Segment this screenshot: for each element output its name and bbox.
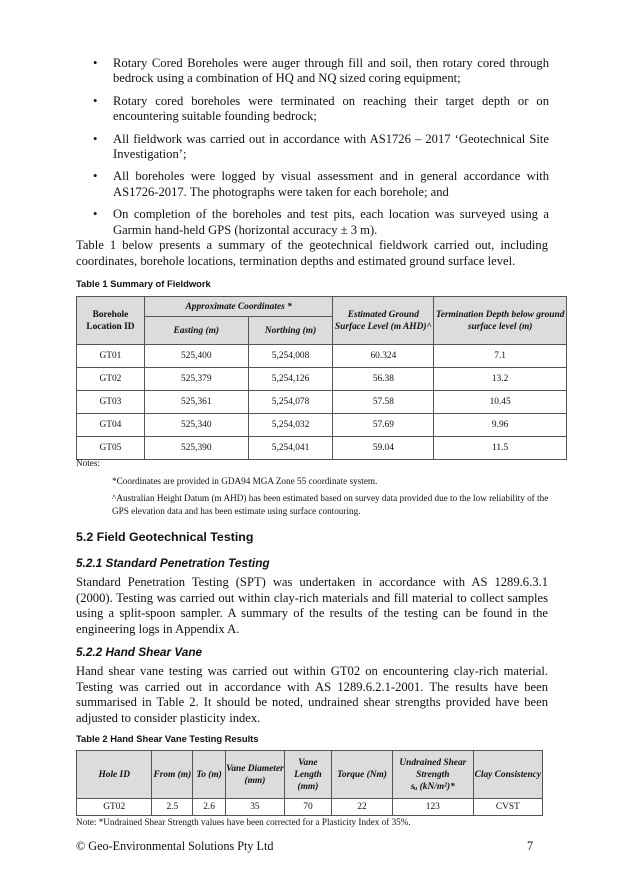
header-ground-level: Estimated Ground Surface Level (m AHD)^ [333, 297, 434, 345]
cell-easting: 525,390 [144, 437, 248, 460]
cell-northing: 5,254,008 [248, 345, 333, 368]
cell-northing: 5,254,032 [248, 414, 333, 437]
cell-consistency: CVST [473, 799, 542, 816]
bullet-dot: • [93, 131, 98, 146]
list-item: • Rotary cored boreholes were terminated on reaching their target depth or on encountering suitable founding bedrock; [93, 93, 549, 124]
cell-northing: 5,254,041 [248, 437, 333, 460]
bullet-dot: • [93, 56, 98, 70]
cell-northing: 5,254,126 [248, 368, 333, 391]
cell-diameter: 35 [225, 799, 284, 816]
spt-paragraph: Standard Penetration Testing (SPT) was undertaken in accordance with AS 1289.6.3.1 (2000). Testing was carried out within clay-rich materials and fill material to collect samples using a split-spoon sampler. A summary of the results of the testing can be found in the engineering logs in Appendix A. [76, 575, 548, 636]
cell-id: GT01 [77, 345, 145, 368]
header-torque: Torque (Nm) [331, 751, 392, 799]
header-strength: Undrained Shear Strength sᵤ (kN/m²)* [393, 751, 474, 799]
header-to: To (m) [193, 751, 226, 799]
cell-strength: 123 [393, 799, 474, 816]
cell-depth: 11.5 [434, 437, 567, 460]
cell-depth: 9.96 [434, 414, 567, 437]
header-diameter: Vane Diameter (mm) [225, 751, 284, 799]
table1-caption: Table 1 Summary of Fieldwork [76, 278, 211, 289]
cell-length: 70 [285, 799, 332, 816]
cell-level: 59.04 [333, 437, 434, 460]
cell-easting: 525,361 [144, 391, 248, 414]
header-length: Vane Length (mm) [285, 751, 332, 799]
footer-company: © Geo-Environmental Solutions Pty Ltd [76, 839, 274, 853]
header-hole: Hole ID [77, 751, 152, 799]
header-from: From (m) [152, 751, 193, 799]
section-heading-5-2-2: 5.2.2 Hand Shear Vane [76, 645, 203, 659]
shear-vane-table [76, 750, 543, 816]
cell-torque: 22 [331, 799, 392, 816]
cell-id: GT03 [77, 391, 145, 414]
table-row [77, 437, 567, 460]
note-coordinates: *Coordinates are provided in GDA94 MGA Zone 55 coordinate system. [112, 476, 378, 486]
cell-level: 60.324 [333, 345, 434, 368]
section-heading-5-2: 5.2 Field Geotechnical Testing [76, 530, 254, 544]
header-consistency: Clay Consistency [473, 751, 542, 799]
table-row [77, 799, 543, 816]
note-ahd: ^Australian Height Datum (m AHD) has been estimated based on survey data provided due to the low reliability of the GPS elevation data and has been estimate using surface contouring. [112, 493, 549, 516]
bullet-dot: • [93, 207, 98, 222]
header-term-depth: Termination Depth below ground surface level (m) [434, 297, 567, 345]
list-item: • All fieldwork was carried out in accordance with AS1726 – 2017 ‘Geotechnical Site Investigation’; [93, 131, 549, 162]
cell-hole: GT02 [77, 799, 152, 816]
page-number: 7 [527, 839, 534, 853]
table2-note: Note: *Undrained Shear Strength values have been corrected for a Plasticity Index of 35%. [76, 817, 411, 827]
cell-easting: 525,379 [144, 368, 248, 391]
cell-id: GT04 [77, 414, 145, 437]
list-item: • All boreholes were logged by visual assessment and in general accordance with AS1726-2017. The photographs were taken for each borehole; and [93, 169, 549, 199]
cell-id: GT02 [77, 368, 145, 391]
section-heading-5-2-1: 5.2.1 Standard Penetration Testing [76, 556, 270, 570]
cell-depth: 7.1 [434, 345, 567, 368]
header-easting: Easting (m) [144, 317, 248, 345]
table-row [77, 391, 567, 414]
header-northing: Northing (m) [248, 317, 333, 345]
cell-depth: 13.2 [434, 368, 567, 391]
cell-level: 57.58 [333, 391, 434, 414]
table-row [77, 368, 567, 391]
fieldwork-table [76, 296, 567, 460]
cell-from: 2.5 [152, 799, 193, 816]
table-row [77, 414, 567, 437]
cell-northing: 5,254,078 [248, 391, 333, 414]
list-item: • Rotary Cored Boreholes were auger through fill and soil, then rotary cored through bedrock using a combination of HQ and NQ sized coring equipment; [93, 56, 549, 86]
header-coords: Approximate Coordinates * [144, 297, 333, 317]
cell-to: 2.6 [193, 799, 226, 816]
strength-unit: sᵤ (kN/m²)* [410, 781, 455, 792]
cell-level: 56.38 [333, 368, 434, 391]
cell-level: 57.69 [333, 414, 434, 437]
cell-depth: 10.45 [434, 391, 567, 414]
table-row [77, 345, 567, 368]
table2-caption: Table 2 Hand Shear Vane Testing Results [76, 733, 259, 744]
hsv-paragraph: Hand shear vane testing was carried out within GT02 on encountering clay-rich material. Testing was carried out in accordance with AS 1289.6.2.1-2001. The results have been summarised in Table 2. It should be noted, undrained shear strengths provided have been adjusted to consider plasticity index. [76, 664, 548, 725]
bullet-dot: • [93, 169, 98, 184]
notes-label: Notes: [76, 458, 100, 468]
cell-id: GT05 [77, 437, 145, 460]
header-location: Borehole Location ID [77, 297, 145, 345]
bullet-dot: • [93, 93, 98, 108]
list-item: • On completion of the boreholes and test pits, each location was surveyed using a Garmin hand-held GPS (horizontal accuracy ± 3 m). [93, 207, 549, 237]
cell-easting: 525,400 [144, 345, 248, 368]
intro-paragraph: Table 1 below presents a summary of the geotechnical fieldwork carried out, including coordinates, borehole locations, termination depths and estimated ground surface level. [76, 238, 548, 268]
bullet-list [85, 56, 549, 245]
cell-easting: 525,340 [144, 414, 248, 437]
